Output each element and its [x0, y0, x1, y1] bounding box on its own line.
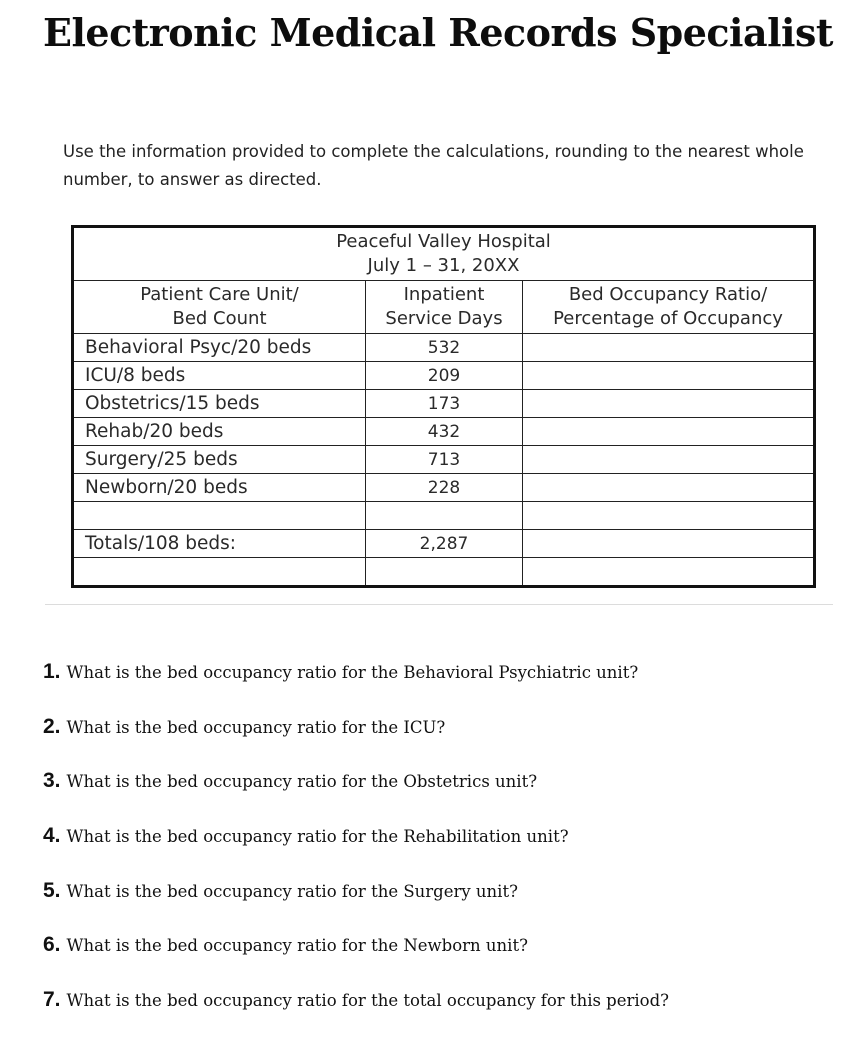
ratio-cell	[523, 446, 815, 474]
unit-cell: Newborn/20 beds	[73, 474, 366, 502]
service-days-cell	[366, 502, 523, 530]
table-row-totals	[73, 530, 815, 558]
question-number: 4.	[43, 824, 61, 848]
question-text: What is the bed occupancy ratio for the total occupancy for this period?	[66, 991, 670, 1011]
question-number: 6.	[43, 933, 61, 957]
question-number: 3.	[43, 769, 61, 793]
service-days-cell: 713	[366, 446, 523, 474]
unit-cell	[73, 558, 366, 587]
question-text: What is the bed occupancy ratio for the Surgery unit?	[66, 881, 518, 901]
service-days-cell: 228	[366, 474, 523, 502]
header-ratio-line2: Percentage of Occupancy	[553, 308, 783, 329]
question-item	[43, 879, 669, 934]
ratio-cell	[523, 334, 815, 362]
unit-cell: Surgery/25 beds	[73, 446, 366, 474]
table-row	[73, 362, 815, 390]
question-item	[43, 933, 669, 988]
question-list	[43, 660, 669, 1043]
table-row	[73, 390, 815, 418]
ratio-cell	[523, 418, 815, 446]
table-row-blank	[73, 558, 815, 587]
header-days-line1: Inpatient	[403, 284, 485, 305]
report-period: July 1 – 31, 20XX	[367, 255, 520, 276]
column-header-row	[73, 281, 815, 334]
page-title: Electronic Medical Records Specialist	[43, 10, 833, 55]
unit-cell: Obstetrics/15 beds	[73, 390, 366, 418]
totals-ratio-cell	[523, 530, 815, 558]
ratio-cell	[523, 362, 815, 390]
table-row	[73, 418, 815, 446]
table-title-cell	[73, 227, 815, 281]
ratio-cell	[523, 558, 815, 587]
table-row	[73, 334, 815, 362]
totals-days-cell: 2,287	[366, 530, 523, 558]
service-days-cell: 173	[366, 390, 523, 418]
question-item	[43, 988, 669, 1043]
census-table-container	[71, 225, 816, 588]
table-row	[73, 446, 815, 474]
totals-label-cell: Totals/108 beds:	[73, 530, 366, 558]
ratio-cell	[523, 502, 815, 530]
question-text: What is the bed occupancy ratio for the Rehabilitation unit?	[66, 827, 569, 847]
question-text: What is the bed occupancy ratio for the Behavioral Psychiatric unit?	[66, 663, 639, 682]
service-days-cell: 532	[366, 334, 523, 362]
unit-cell	[73, 502, 366, 530]
question-text: What is the bed occupancy ratio for the Newborn unit?	[66, 936, 528, 956]
question-item	[43, 660, 669, 715]
question-text: What is the bed occupancy ratio for the ICU?	[66, 717, 446, 737]
service-days-cell: 432	[366, 418, 523, 446]
question-item	[43, 769, 669, 824]
ratio-cell	[523, 390, 815, 418]
unit-cell: Rehab/20 beds	[73, 418, 366, 446]
unit-cell: Behavioral Psyc/20 beds	[73, 334, 366, 362]
question-number: 7.	[43, 988, 61, 1012]
service-days-cell: 209	[366, 362, 523, 390]
question-text: What is the bed occupancy ratio for the Obstetrics unit?	[66, 772, 538, 792]
header-unit	[73, 281, 366, 334]
header-unit-line2: Bed Count	[172, 308, 267, 329]
table-row-blank	[73, 502, 815, 530]
question-item	[43, 824, 669, 879]
question-item	[43, 715, 669, 770]
ratio-cell	[523, 474, 815, 502]
question-number: 1.	[43, 660, 61, 683]
table-row	[73, 474, 815, 502]
question-number: 5.	[43, 878, 61, 902]
hospital-name: Peaceful Valley Hospital	[336, 231, 551, 252]
header-ratio-line1: Bed Occupancy Ratio/	[568, 284, 768, 305]
service-days-cell	[366, 558, 523, 587]
census-table	[71, 225, 816, 588]
question-number: 2.	[43, 714, 61, 738]
table-title-row	[73, 227, 815, 281]
header-ratio	[523, 281, 815, 334]
header-days	[366, 281, 523, 334]
header-unit-line1: Patient Care Unit/	[140, 284, 299, 305]
unit-cell: ICU/8 beds	[73, 362, 366, 390]
section-divider	[45, 604, 833, 605]
header-days-line2: Service Days	[385, 308, 503, 329]
instructions-text: Use the information provided to complete the calculations, rounding to the nearest whole number, to answer as directed.	[63, 142, 804, 189]
